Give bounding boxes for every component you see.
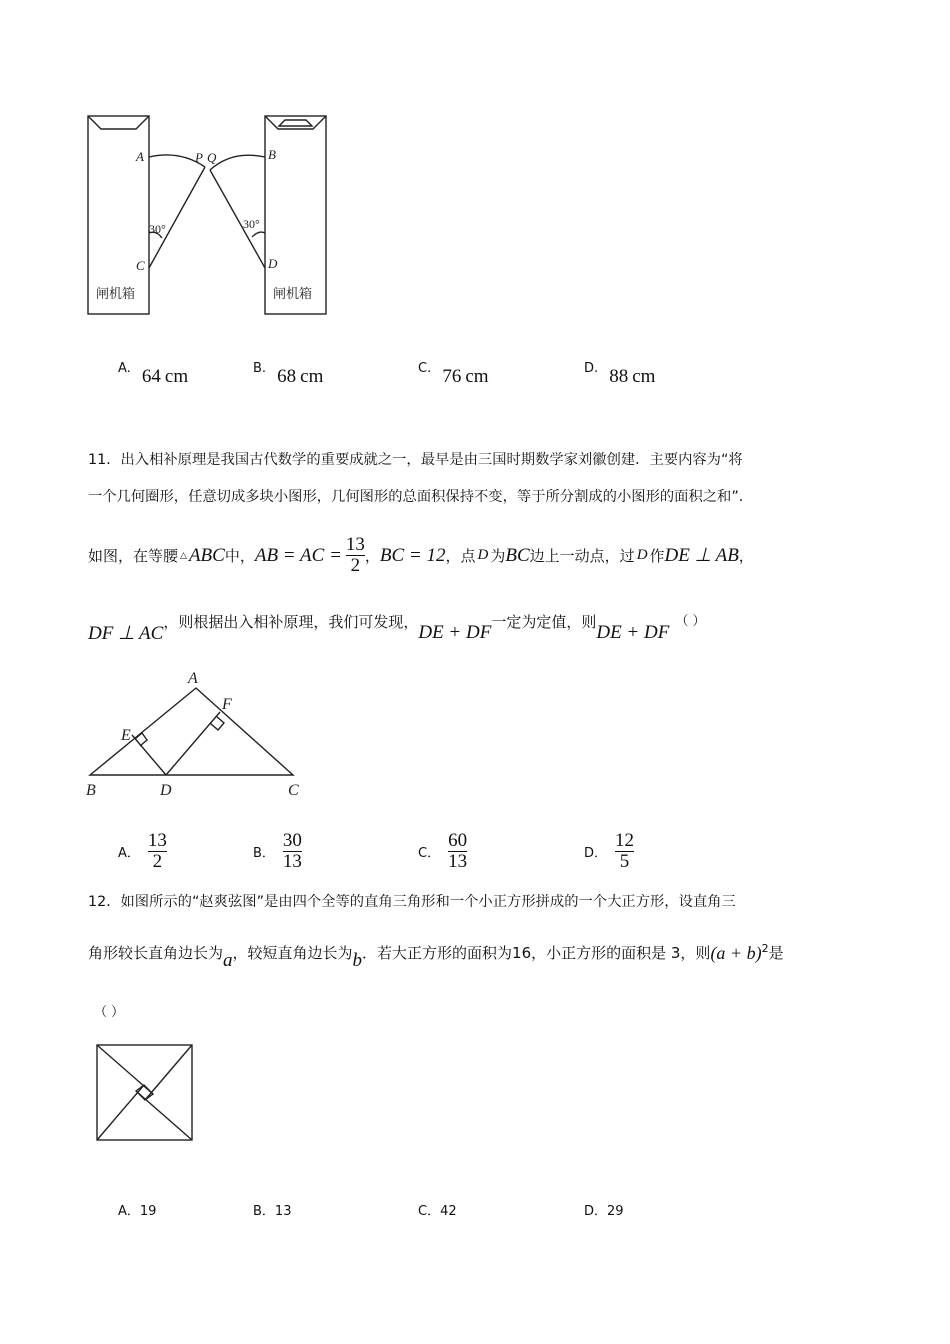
fraction-num: 13 [147, 830, 167, 851]
fraction-den: 2 [152, 851, 163, 872]
vertex-E-label: E [121, 727, 131, 744]
text: ， [364, 546, 380, 565]
q11-option-d[interactable] [584, 831, 634, 872]
text: ， [738, 546, 754, 565]
fraction-den: 13 [282, 851, 302, 872]
q10-option-c[interactable] [418, 356, 489, 387]
option-value: 88 [609, 366, 629, 387]
fraction-num: 30 [282, 830, 302, 851]
vertex-C-label: C [288, 782, 299, 799]
option-value: 13 [274, 1204, 292, 1219]
isosceles-triangle-figure [80, 665, 330, 805]
text: 边上一动点，过 [529, 546, 635, 565]
math: AB = AC = [254, 544, 342, 566]
fraction-num: 13 [345, 534, 365, 555]
math: ABC [188, 544, 225, 566]
option-unit: cm [465, 366, 489, 387]
option-letter: D． [584, 1204, 608, 1219]
option-fraction [615, 831, 634, 872]
q11-line-1: 11．出入相补原理是我国古代数学的重要成就之一，最早是由三国时期数学家刘徽创建．主要内容为“将 [88, 452, 743, 468]
math: b [352, 950, 363, 971]
option-letter: B． [253, 846, 275, 861]
fraction-den: 5 [619, 851, 630, 872]
q12-line-3: （ ） [94, 1005, 125, 1020]
answer-bracket: （ ） [675, 614, 706, 629]
option-letter: B. [253, 361, 267, 376]
text: 是 [768, 944, 784, 962]
q10-option-d[interactable] [584, 356, 656, 387]
math: DF ⊥ AC [88, 623, 164, 644]
point-P-label: P [195, 150, 203, 165]
q11-option-a[interactable] [118, 831, 167, 872]
q12-option-a[interactable] [118, 1200, 156, 1219]
text: 如图，在等腰 [88, 546, 179, 565]
option-letter: D． [584, 846, 608, 861]
q12-option-d[interactable] [584, 1200, 624, 1219]
math: BC [505, 544, 530, 566]
math: (a + b) [710, 943, 762, 963]
point-C-label: C [136, 258, 145, 273]
vertex-B-label: B [86, 782, 96, 799]
math: D [477, 547, 489, 563]
q11-option-c[interactable] [418, 831, 467, 872]
option-letter: A． [118, 846, 140, 861]
point-Q-label: Q [207, 150, 217, 165]
point-A-label: A [136, 149, 144, 164]
vertex-D-label: D [160, 782, 172, 799]
option-letter: A. [118, 361, 131, 376]
option-value: 64 [141, 366, 161, 387]
fraction-den: 13 [448, 851, 468, 872]
q11-line-4 [88, 612, 705, 645]
point-D-label: D [268, 256, 278, 271]
option-letter: D. [584, 361, 599, 376]
text: ，则根据出入相补原理，我们可发现， [163, 613, 419, 631]
math: DE + DF [418, 622, 492, 643]
math: DE ⊥ AB [664, 545, 739, 566]
option-value: 76 [442, 366, 462, 387]
math: D [636, 547, 648, 563]
gate-box-label-left: 闸机箱 [96, 286, 136, 301]
q12-line-2 [88, 943, 784, 972]
text: 中， [224, 546, 255, 565]
q10-option-b[interactable] [253, 356, 324, 387]
option-fraction [448, 831, 467, 872]
text: ，点 [445, 546, 476, 565]
text: ，较短直角边长为 [232, 944, 353, 962]
text: 一定为定值，则 [491, 613, 597, 631]
point-B-label: B [268, 147, 276, 162]
gate-figure [80, 108, 350, 323]
fraction-num: 12 [615, 830, 635, 851]
q11-line-2: 一个几何圈形，任意切成多块小图形，几何图形的总面积保持不变，等于所分割成的小图形的面积之和”． [88, 489, 754, 505]
option-letter: C. [418, 361, 432, 376]
option-value: 19 [139, 1204, 157, 1219]
q11-line-3 [88, 535, 754, 576]
text: ．若大正方形的面积为16，小正方形的面积是 3，则 [362, 944, 711, 962]
option-fraction [148, 831, 167, 872]
q10-option-a[interactable] [118, 356, 189, 387]
option-letter: A． [118, 1204, 140, 1219]
fraction-num: 60 [448, 830, 468, 851]
superscript: 2 [761, 942, 769, 955]
angle-left-label: 30° [149, 222, 166, 236]
fraction-den: 2 [350, 555, 361, 576]
math: BC = 12 [379, 544, 446, 566]
triangle-icon: △ [180, 550, 187, 561]
zhao-shuang-figure [92, 1040, 198, 1146]
q12-line-1: 12．如图所示的“赵爽弦图”是由四个全等的直角三角形和一个小正方形拼成的一个大正方形，设直角三 [88, 894, 736, 910]
option-value: 42 [440, 1204, 457, 1219]
fraction [346, 535, 365, 576]
angle-right-label: 30° [243, 217, 260, 231]
option-letter: B． [253, 1204, 275, 1219]
q12-option-b[interactable] [253, 1200, 291, 1219]
option-letter: C． [418, 846, 441, 861]
q11-option-b[interactable] [253, 831, 302, 872]
gate-box-label-right: 闸机箱 [273, 286, 313, 301]
text: 作 [649, 546, 665, 565]
math: a [223, 950, 233, 971]
option-unit: cm [632, 366, 656, 387]
option-unit: cm [164, 366, 189, 387]
math: DE + DF [596, 622, 670, 643]
q12-option-c[interactable] [418, 1200, 457, 1219]
option-letter: C． [418, 1204, 441, 1219]
option-fraction [283, 831, 302, 872]
option-value: 68 [277, 366, 297, 387]
text: 为 [490, 546, 506, 565]
option-unit: cm [300, 366, 324, 387]
option-value: 29 [607, 1204, 624, 1219]
text: 角形较长直角边长为 [88, 944, 224, 962]
vertex-A-label: A [188, 670, 198, 687]
vertex-F-label: F [222, 696, 232, 713]
